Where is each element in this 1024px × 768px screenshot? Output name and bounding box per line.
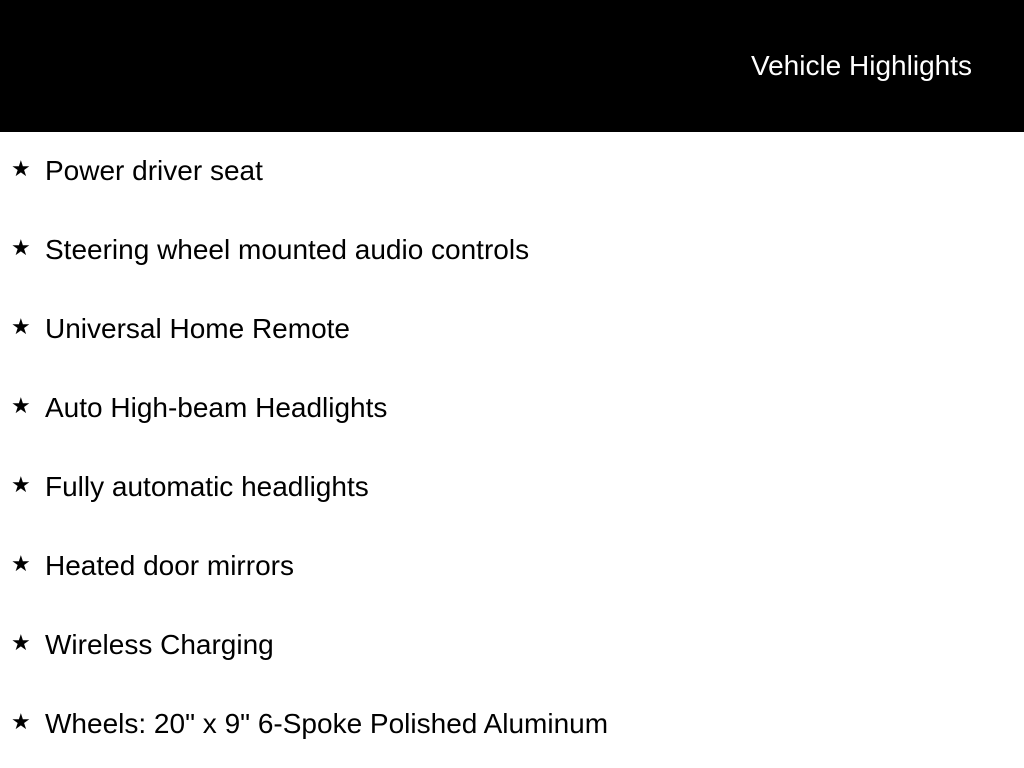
list-item xyxy=(0,606,1024,685)
list-item xyxy=(0,132,1024,211)
star-icon: ★ xyxy=(11,393,31,418)
page-title: Vehicle Highlights xyxy=(750,50,972,81)
list-item xyxy=(0,290,1024,369)
star-icon: ★ xyxy=(11,472,31,497)
highlight-label: Wheels: 20" x 9" 6-Spoke Polished Aluminum xyxy=(45,708,609,739)
highlight-label: Steering wheel mounted audio controls xyxy=(45,234,530,265)
star-icon: ★ xyxy=(11,630,31,655)
list-item xyxy=(0,685,1024,764)
star-icon: ★ xyxy=(11,235,31,260)
highlight-label: Fully automatic headlights xyxy=(45,471,369,502)
star-icon: ★ xyxy=(11,156,31,181)
star-icon: ★ xyxy=(11,314,31,339)
list-item xyxy=(0,211,1024,290)
highlight-label: Universal Home Remote xyxy=(45,313,350,344)
list-item xyxy=(0,448,1024,527)
highlight-label: Heated door mirrors xyxy=(45,550,294,581)
star-icon: ★ xyxy=(11,551,31,576)
highlight-label: Auto High-beam Headlights xyxy=(45,392,388,423)
highlight-label: Wireless Charging xyxy=(45,629,274,660)
star-icon: ★ xyxy=(11,709,31,734)
list-item xyxy=(0,527,1024,606)
list-item xyxy=(0,369,1024,448)
highlights-list xyxy=(0,132,1024,764)
highlight-label: Power driver seat xyxy=(45,155,263,186)
header-bar xyxy=(0,0,1024,132)
